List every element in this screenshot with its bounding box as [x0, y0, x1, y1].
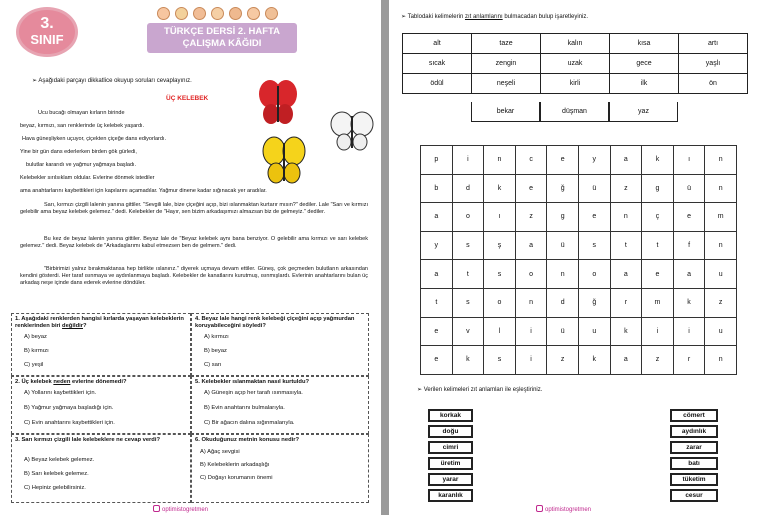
- grade-word: SINIF: [30, 32, 64, 47]
- grid-letter-cell[interactable]: i: [673, 317, 705, 346]
- grid-letter-cell[interactable]: y: [578, 146, 610, 175]
- grid-letter-cell[interactable]: d: [547, 288, 579, 317]
- grade-badge: [16, 7, 78, 57]
- story-paragraph: Sarı, kırmızı çizgili lalenin yanına gittiler. "Sevgili lale, bize çiçeğini açıp, bizi ıslanmaktan kurtarır mısın?" dediler. Lale "Sarı ve kırmızı gelebilir ama beyaz kelebek gelemez." dedi. Kelebekler de "Hayır, sen bizim arkadaşımızı almazsan biz de gelmeyiz." dediler.: [20, 202, 368, 215]
- match-word-left[interactable]: doğu: [428, 425, 473, 438]
- grid-letter-cell[interactable]: t: [421, 288, 453, 317]
- word-table-cell: zengin: [472, 54, 541, 74]
- grid-letter-cell[interactable]: ı: [484, 203, 516, 232]
- grade-number: 3.: [40, 15, 54, 32]
- question-text-tail: ?: [82, 323, 87, 329]
- answer-option[interactable]: C) Doğayı korumanın önemi: [200, 475, 273, 481]
- story-line: ama anahtarlarını kaybettikleri için kapılarını açamadılar. Yağmur dinene kadar sığınacak yer aradılar.: [20, 188, 267, 194]
- answer-option[interactable]: A) Beyaz kelebek gelemez.: [24, 457, 95, 463]
- word-table-cell: kısa: [610, 34, 679, 54]
- grid-letter-cell[interactable]: o: [452, 203, 484, 232]
- question-6-text: 6. Okuduğunuz metnin konusu nedir?: [195, 437, 300, 443]
- grid-letter-cell[interactable]: n: [705, 146, 737, 175]
- story-paragraph: Bu kez de beyaz lalenin yanına gittiler. Beyaz lale de "Beyaz kelebek aynı bana benziyor. O gelebilir ama kırmızı ve sarı kelebek gelemez." dedi. Beyaz kelebek de "Arkadaşlarımı kabul etmezsen ben de gelmem." dedi.: [20, 236, 368, 249]
- story-line: bulutlar kararıdı ve yağmur yağmaya başladı.: [26, 162, 137, 168]
- grid-letter-cell[interactable]: ş: [484, 231, 516, 260]
- grid-row: [421, 346, 737, 375]
- story-paragraph: "Birbirimizi yalnız bırakmaktansa hep birlikte ıslanırız." diyerek uçmaya devam ettiler. Güneş, çok geçmeden bulutların arkasından kendini gösterdi. Her taraf ısınmaya ve aydınlanmaya başladı. Kelebekler de kanatlarını kurutmuş, ısınmışlardı. Evlerinin anahtarlarını bulan üç arkadaş neşe içinde dans ederek evlerine döndüler.: [20, 266, 368, 286]
- grid-letter-cell[interactable]: z: [610, 174, 642, 203]
- worksheet-title-line1: TÜRKÇE DERSİ 2. HAFTA: [164, 26, 280, 37]
- grid-letter-cell[interactable]: t: [642, 231, 674, 260]
- story-line: Kelebekler sırılsıklam oldular. Evlerine dönmek istediler: [20, 175, 155, 181]
- word-table-cell: düşman: [540, 102, 609, 122]
- grid-row: [421, 288, 737, 317]
- footer-credit-text: optimistogretmen: [162, 507, 209, 513]
- grid-letter-cell[interactable]: a: [421, 203, 453, 232]
- grid-letter-cell[interactable]: a: [610, 146, 642, 175]
- grid-letter-cell[interactable]: s: [452, 288, 484, 317]
- grid-row: [421, 174, 737, 203]
- footer-credit: [153, 505, 208, 513]
- grid-letter-cell[interactable]: t: [610, 231, 642, 260]
- grid-letter-cell[interactable]: r: [673, 346, 705, 375]
- word-search-grid: [420, 145, 737, 375]
- grid-letter-cell[interactable]: k: [578, 346, 610, 375]
- grid-letter-cell[interactable]: b: [421, 174, 453, 203]
- question-1-text: [12, 314, 190, 330]
- grid-letter-cell[interactable]: i: [452, 146, 484, 175]
- grid-letter-cell[interactable]: z: [642, 346, 674, 375]
- match-word-right[interactable]: cesur: [670, 489, 718, 502]
- word-table-cell: uzak: [541, 54, 610, 74]
- question-3: [11, 434, 191, 503]
- footer-credit-text: optimistogretmen: [545, 507, 592, 513]
- question-text-part: 2. Üç kelebek: [15, 379, 54, 385]
- instruction-part: bulmacadan bulup işaretleyiniz.: [502, 14, 589, 20]
- story-line: Ucu bucağı olmayan kırların birinde: [38, 110, 125, 116]
- word-table-cell: ön: [679, 74, 748, 94]
- match-word-right[interactable]: tüketim: [670, 473, 718, 486]
- antonym-search-instruction: ➢ Tablodaki kelimelerin zıt anlamlarını bulmacadan bulup işaretleyiniz.: [401, 14, 589, 20]
- question-text-part: 1. Aşağıdaki renklerden hangisi kırlarda yaşayan kelebeklerin renklerinden biri: [15, 316, 184, 329]
- grid-letter-cell[interactable]: s: [452, 231, 484, 260]
- grid-letter-cell[interactable]: ü: [673, 174, 705, 203]
- grid-row: [421, 317, 737, 346]
- grid-letter-cell[interactable]: n: [705, 346, 737, 375]
- grid-letter-cell[interactable]: e: [421, 346, 453, 375]
- story-line: Yine bir gün dans ederlerken birden gök gürledi,: [20, 149, 137, 155]
- grid-letter-cell[interactable]: ğ: [547, 174, 579, 203]
- grid-letter-cell[interactable]: z: [547, 346, 579, 375]
- white-butterfly-illustration: [330, 110, 374, 152]
- question-2: [11, 376, 191, 434]
- left-worksheet-page: [0, 0, 381, 515]
- grid-letter-cell[interactable]: n: [547, 260, 579, 289]
- grid-letter-cell[interactable]: a: [610, 346, 642, 375]
- grid-letter-cell[interactable]: n: [515, 288, 547, 317]
- question-underlined-word: neden: [53, 379, 71, 385]
- answer-option[interactable]: C) sarı: [204, 362, 222, 368]
- answer-option[interactable]: C) Hepiniz gelebilirsiniz.: [24, 485, 86, 491]
- grid-letter-cell[interactable]: ç: [642, 203, 674, 232]
- word-table-cell: neşeli: [472, 74, 541, 94]
- grid-row: [421, 231, 737, 260]
- grid-letter-cell[interactable]: a: [421, 260, 453, 289]
- grid-letter-cell[interactable]: i: [515, 317, 547, 346]
- instagram-icon: [153, 505, 160, 512]
- right-worksheet-page: [389, 0, 770, 515]
- grid-letter-cell[interactable]: ı: [673, 146, 705, 175]
- grid-letter-cell[interactable]: k: [673, 288, 705, 317]
- grid-letter-cell[interactable]: k: [642, 146, 674, 175]
- word-table-cell: artı: [679, 34, 748, 54]
- grid-letter-cell[interactable]: ü: [547, 231, 579, 260]
- children-banner-illustration: [155, 3, 290, 23]
- grid-letter-cell[interactable]: e: [673, 203, 705, 232]
- answer-option[interactable]: A) beyaz: [24, 334, 47, 340]
- word-table-cell: kalın: [541, 34, 610, 54]
- grid-letter-cell[interactable]: e: [421, 317, 453, 346]
- reading-instruction: ➢ Aşağıdaki parçayı dikkatlice okuyup soruları cevaplayınız.: [32, 78, 192, 84]
- grid-letter-cell[interactable]: u: [705, 260, 737, 289]
- word-table-row: [403, 74, 748, 94]
- grid-letter-cell[interactable]: a: [515, 231, 547, 260]
- grid-letter-cell[interactable]: u: [705, 317, 737, 346]
- word-table-cell: ödül: [403, 74, 472, 94]
- match-word-left[interactable]: karanlık: [428, 489, 473, 502]
- grid-letter-cell[interactable]: i: [515, 346, 547, 375]
- grid-letter-cell[interactable]: ğ: [578, 288, 610, 317]
- word-table: [402, 33, 748, 94]
- grid-letter-cell[interactable]: r: [610, 288, 642, 317]
- word-table-cell: ilk: [610, 74, 679, 94]
- footer-credit: [536, 505, 591, 513]
- question-5: [191, 376, 369, 434]
- grid-letter-cell[interactable]: d: [452, 174, 484, 203]
- answer-option[interactable]: B) Yağmur yağmaya başladığı için.: [24, 405, 114, 411]
- grid-letter-cell[interactable]: s: [484, 346, 516, 375]
- grid-letter-cell[interactable]: p: [421, 146, 453, 175]
- reading-instruction-text: Aşağıdaki parçayı dikkatlice okuyup soruları cevaplayınız.: [38, 78, 192, 84]
- question-text-tail: evlerine dönemedi?: [70, 379, 127, 385]
- answer-option[interactable]: A) Yollarını kaybettikleri için.: [24, 390, 97, 396]
- word-table-cell: yaz: [609, 102, 678, 122]
- grid-letter-cell[interactable]: f: [673, 231, 705, 260]
- grid-row: [421, 146, 737, 175]
- matching-instruction-text: Verilen kelimeleri zıt anlamları ile eşleştiriniz.: [423, 387, 543, 393]
- grid-letter-cell[interactable]: ü: [547, 317, 579, 346]
- grid-letter-cell[interactable]: e: [515, 174, 547, 203]
- word-table-cell: sıcak: [403, 54, 472, 74]
- word-table-cell: yaşlı: [679, 54, 748, 74]
- instagram-icon: [536, 505, 543, 512]
- grid-letter-cell[interactable]: k: [484, 174, 516, 203]
- grid-letter-cell[interactable]: v: [452, 317, 484, 346]
- answer-option[interactable]: A) Ağaç sevgisi: [200, 449, 240, 455]
- match-word-right[interactable]: cömert: [670, 409, 718, 422]
- question-3-text: 3. Sarı kırmızı çizgili lale kelebeklere ne cevap verdi?: [15, 437, 160, 443]
- grid-letter-cell[interactable]: u: [578, 317, 610, 346]
- worksheet-title: [147, 23, 297, 53]
- word-table-cell: taze: [472, 34, 541, 54]
- grid-letter-cell[interactable]: n: [610, 203, 642, 232]
- word-table-cell: gece: [610, 54, 679, 74]
- question-1: [11, 313, 191, 376]
- grid-letter-cell[interactable]: g: [547, 203, 579, 232]
- grid-letter-cell[interactable]: e: [578, 203, 610, 232]
- grid-letter-cell[interactable]: l: [484, 317, 516, 346]
- grid-letter-cell[interactable]: o: [578, 260, 610, 289]
- answer-option[interactable]: B) Evin anahtarını bulmalarıyla.: [204, 405, 285, 411]
- answer-option[interactable]: B) kırmızı: [24, 348, 49, 354]
- question-6: [191, 434, 369, 503]
- answer-option[interactable]: B) Sarı kelebek gelemez.: [24, 471, 89, 477]
- answer-option[interactable]: C) Evin anahtarını kaybettikleri için.: [24, 420, 115, 426]
- word-table-cell: alt: [403, 34, 472, 54]
- grid-letter-cell[interactable]: a: [610, 260, 642, 289]
- word-table-row: [403, 34, 748, 54]
- grid-letter-cell[interactable]: o: [515, 260, 547, 289]
- match-word-left[interactable]: yarar: [428, 473, 473, 486]
- worksheet-title-line2: ÇALIŞMA KÂĞIDI: [182, 38, 262, 49]
- answer-option[interactable]: A) kırmızı: [204, 334, 229, 340]
- match-word-right[interactable]: zarar: [670, 441, 718, 454]
- grid-letter-cell[interactable]: ü: [578, 174, 610, 203]
- story-line: beyaz, kırmızı, sarı renklerinde üç kelebek yaşardı.: [20, 123, 145, 129]
- matching-instruction: ➢ Verilen kelimeleri zıt anlamları ile eşleştiriniz.: [417, 387, 543, 393]
- grid-letter-cell[interactable]: n: [705, 174, 737, 203]
- grid-letter-cell[interactable]: e: [642, 260, 674, 289]
- grid-letter-cell[interactable]: g: [642, 174, 674, 203]
- instruction-part: Tablodaki kelimelerin: [407, 14, 465, 20]
- grid-letter-cell[interactable]: t: [452, 260, 484, 289]
- match-word-right[interactable]: aydınlık: [670, 425, 718, 438]
- grid-letter-cell[interactable]: s: [578, 231, 610, 260]
- grid-letter-cell[interactable]: i: [642, 317, 674, 346]
- grid-letter-cell[interactable]: c: [515, 146, 547, 175]
- answer-option[interactable]: B) Kelebeklerin arkadaşlığı: [200, 462, 270, 468]
- answer-option[interactable]: B) beyaz: [204, 348, 227, 354]
- word-table-cell: kirli: [541, 74, 610, 94]
- question-4: [191, 313, 369, 376]
- match-word-left[interactable]: korkak: [428, 409, 473, 422]
- red-butterfly-illustration: [258, 78, 298, 128]
- grid-letter-cell[interactable]: s: [484, 260, 516, 289]
- story-line: Hava güneşliyken uçuyor, çiçekten çiçeğe dans ediyorlardı.: [22, 136, 166, 142]
- question-underlined-word: değildir: [62, 323, 83, 329]
- grid-row: [421, 203, 737, 232]
- match-word-left[interactable]: cimri: [428, 441, 473, 454]
- match-word-left[interactable]: üretim: [428, 457, 473, 470]
- grid-letter-cell[interactable]: k: [610, 317, 642, 346]
- word-table-cell: bekar: [471, 102, 540, 122]
- story-title: ÜÇ KELEBEK: [166, 95, 209, 102]
- instruction-underlined: zıt anlamlarını: [464, 14, 503, 20]
- grid-letter-cell[interactable]: n: [484, 146, 516, 175]
- yellow-butterfly-illustration: [262, 135, 306, 187]
- grid-letter-cell[interactable]: m: [705, 203, 737, 232]
- question-4-text: 4. Beyaz lale hangi renk kelebeği çiçeğini açıp yağmurdan koruyabileceğini söyledi?: [195, 316, 355, 329]
- word-table-row: [403, 54, 748, 74]
- answer-option[interactable]: A) Güneşin açıp her tarafı ısınmasıyla.: [204, 390, 303, 396]
- match-word-right[interactable]: batı: [670, 457, 718, 470]
- grid-letter-cell[interactable]: z: [705, 288, 737, 317]
- grid-letter-cell[interactable]: o: [484, 288, 516, 317]
- answer-option[interactable]: C) yeşil: [24, 362, 44, 368]
- answer-option[interactable]: C) Bir ağacın dalına sığınmalarıyla.: [204, 420, 295, 426]
- grid-letter-cell[interactable]: k: [452, 346, 484, 375]
- grid-letter-cell[interactable]: y: [421, 231, 453, 260]
- grid-row: [421, 260, 737, 289]
- grid-letter-cell[interactable]: e: [547, 146, 579, 175]
- grid-letter-cell[interactable]: m: [642, 288, 674, 317]
- grid-letter-cell[interactable]: a: [673, 260, 705, 289]
- question-2-text: [12, 377, 190, 386]
- grid-letter-cell[interactable]: z: [515, 203, 547, 232]
- question-5-text: 5. Kelebekler ıslanmaktan nasıl kurtuldu?: [195, 379, 310, 385]
- grid-letter-cell[interactable]: n: [705, 231, 737, 260]
